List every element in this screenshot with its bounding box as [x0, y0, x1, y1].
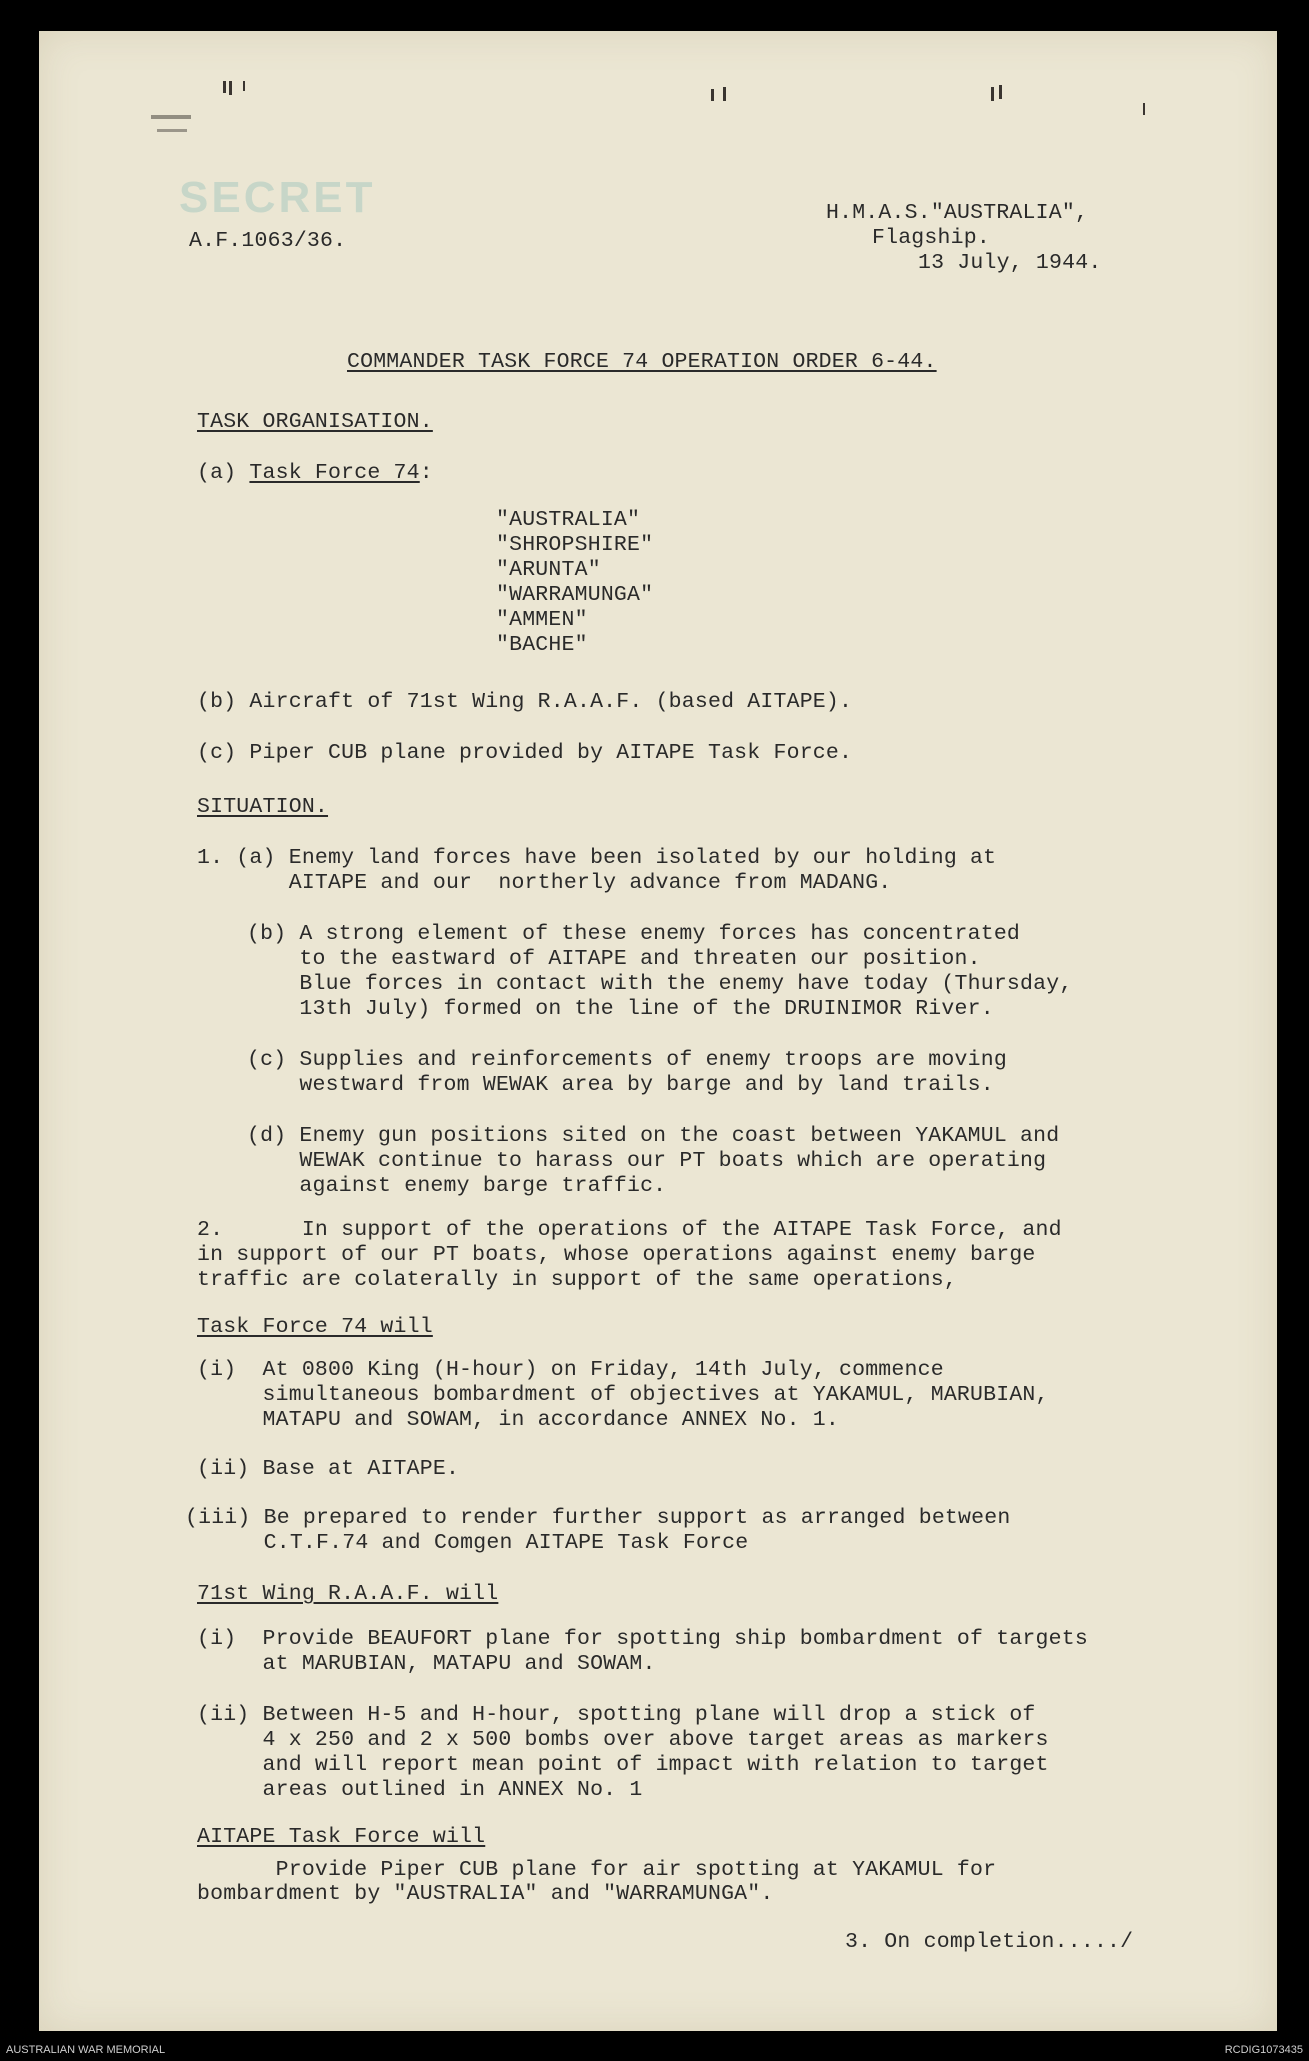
wing71-ii-line: 4 x 250 and 2 x 500 bombs over above target areas as markers [197, 1728, 1049, 1752]
document-title: COMMANDER TASK FORCE 74 OPERATION ORDER 6-44. [347, 350, 937, 374]
paragraph-2-line: in support of our PT boats, whose operations against enemy barge [197, 1243, 1036, 1267]
situation-heading: SITUATION. [197, 795, 329, 819]
aitape-task-force-heading: AITAPE Task Force will [197, 1825, 486, 1849]
situation-1c-line: westward from WEWAK area by barge and by land trails. [247, 1073, 994, 1097]
wing71-ii-line: and will report mean point of impact with relation to target [197, 1753, 1049, 1777]
situation-1d-line: WEWAK continue to harass our PT boats which are operating [247, 1149, 1047, 1173]
situation-1d-line: (d) Enemy gun positions sited on the coast between YAKAMUL and [247, 1124, 1060, 1148]
secret-stamp: SECRET [179, 173, 376, 222]
document-date: 13 July, 1944. [918, 251, 1102, 275]
tf74-iii-line: (iii) Be prepared to render further support as arranged between [185, 1506, 1011, 1530]
paragraph-2-line: 2. In support of the operations of the AITAPE Task Force, and [197, 1218, 1062, 1242]
document-page [39, 31, 1277, 2031]
ship-list-item: "AMMEN" [496, 608, 588, 632]
task-organisation-heading: TASK ORGANISATION. [197, 410, 433, 434]
file-reference: A.F.1063/36. [189, 229, 347, 253]
tf74-i-line: (i) At 0800 King (H-hour) on Friday, 14th July, commence [197, 1358, 944, 1382]
archive-id: RCDIG1073435 [1224, 2044, 1303, 2056]
ship-list-item: "SHROPSHIRE" [496, 533, 654, 557]
ship-list-item: "BACHE" [496, 633, 588, 657]
situation-1b-line: to the eastward of AITAPE and threaten our position. [247, 947, 981, 971]
aitape-line: bombardment by "AUSTRALIA" and "WARRAMUNGA". [197, 1882, 774, 1906]
wing71-ii-line: (ii) Between H-5 and H-hour, spotting plane will drop a stick of [197, 1703, 1036, 1727]
ship-list-item: "ARUNTA" [496, 558, 601, 582]
task-force-74-heading: Task Force 74 will [197, 1315, 433, 1339]
task-org-c: (c) Piper CUB plane provided by AITAPE Task Force. [197, 741, 853, 765]
ship-list-item: "WARRAMUNGA" [496, 583, 654, 607]
task-org-b: (b) Aircraft of 71st Wing R.A.A.F. (based AITAPE). [197, 690, 853, 714]
situation-1a-line: 1. (a) Enemy land forces have been isolated by our holding at [197, 846, 997, 870]
tf74-i-line: MATAPU and SOWAM, in accordance ANNEX No. 1. [197, 1408, 840, 1432]
ship-name: H.M.A.S."AUSTRALIA", [826, 201, 1089, 225]
tf74-iii-line: C.T.F.74 and Comgen AITAPE Task Force [185, 1531, 749, 1555]
wing71-ii-line: areas outlined in ANNEX No. 1 [197, 1778, 643, 1802]
paragraph-2-line: traffic are colaterally in support of the same operations, [197, 1268, 957, 1292]
ship-list-item: "AUSTRALIA" [496, 508, 641, 532]
situation-1d-line: against enemy barge traffic. [247, 1174, 667, 1198]
continuation-note: 3. On completion...../ [845, 1930, 1134, 1954]
wing71-i-line: at MARUBIAN, MATAPU and SOWAM. [197, 1652, 656, 1676]
situation-1b-line: 13th July) formed on the line of the DRUINIMOR River. [247, 997, 994, 1021]
tf74-i-line: simultaneous bombardment of objectives at YAKAMUL, MARUBIAN, [197, 1383, 1049, 1407]
situation-1b-line: (b) A strong element of these enemy forces has concentrated [247, 922, 1021, 946]
flagship-label: Flagship. [872, 226, 990, 250]
task-force-74-line: (a) Task Force 74: [197, 461, 433, 485]
wing-71-heading: 71st Wing R.A.A.F. will [197, 1582, 499, 1606]
archive-credit: AUSTRALIAN WAR MEMORIAL [6, 2044, 166, 2056]
wing71-i-line: (i) Provide BEAUFORT plane for spotting ship bombardment of targets [197, 1627, 1088, 1651]
aitape-line: Provide Piper CUB plane for air spotting at YAKAMUL for [197, 1858, 997, 1882]
situation-1b-line: Blue forces in contact with the enemy have today (Thursday, [247, 972, 1073, 996]
tf74-ii: (ii) Base at AITAPE. [197, 1457, 460, 1481]
situation-1a-line: AITAPE and our northerly advance from MADANG. [197, 871, 892, 895]
situation-1c-line: (c) Supplies and reinforcements of enemy troops are moving [247, 1048, 1007, 1072]
